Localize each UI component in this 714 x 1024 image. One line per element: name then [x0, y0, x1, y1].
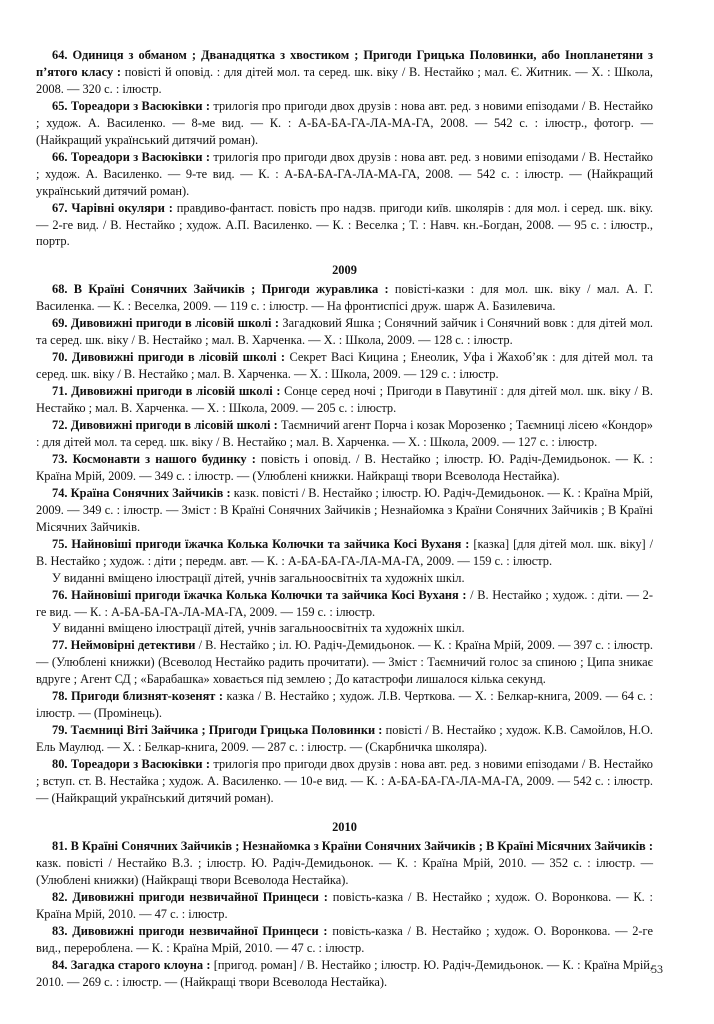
entry-description: трилогія про пригоди двох друзів : нова авт. ред. з новими епізодами / В. Нестайко ; худож. А. Василенко. — 9-те вид. — К. : А-БА-БА-ГА-ЛА-МА-ГА, 2008. — 542 с. : ілюстр. — (Найкращий український дитячий роман).: [36, 149, 653, 198]
entry-title: 79. Таємниці Віті Зайчика ; Пригоди Грицька Половинки :: [52, 723, 383, 738]
entry-note-76: У виданні вміщено ілюстрації дітей, учнів загальноосвітніх та художніх шкіл.: [52, 621, 465, 636]
entry-title: 77. Неймовірні детективи: [52, 638, 196, 653]
entry-title: 80. Тореадори з Васюківки :: [52, 757, 211, 772]
entry-description: трилогія про пригоди двох друзів : нова авт. ред. з новими епізодами / В. Нестайко ; вступ. ст. В. Нестайка ; худож. А. Василенко. — 10-е вид. — К. : А-БА-БА-ГА-ЛА-МА-ГА, 2009. — 542 с. : ілюстр. — (Найкращий український дитячий роман).: [36, 757, 653, 805]
bibliography-entry-75: [36, 536, 653, 570]
entry-description: правдиво-фантаст. повість про надзв. пригоди київ. школярів : для мол. і серед. шк. віку. — 2-ге вид. / В. Нестайко ; худож. А.П. Василенко. — К. : Веселка ; Т. : Навч. кн.-Богдан, 2008. — 95 с. : ілюстр., портр.: [36, 200, 653, 249]
entry-title: 70. Дивовижні пригоди в лісовій школі :: [52, 350, 286, 365]
page-number: 53: [651, 962, 663, 976]
entry-title: 72. Дивовижні пригоди в лісовій школі :: [52, 418, 278, 433]
entry-title: 65. Тореадори з Васюківки :: [52, 98, 211, 113]
bibliography-entry-74: [36, 485, 653, 536]
entry-title: 66. Тореадори з Васюківки :: [52, 149, 211, 164]
bibliography-entry-70: [36, 349, 653, 383]
entry-title: 71. Дивовижні пригоди в лісовій школі :: [52, 384, 281, 399]
entry-title: 83. Дивовижні пригоди незвичайної Принцеси :: [52, 923, 328, 938]
bibliography-entry-78: [36, 688, 653, 722]
bibliography-entry-81: [36, 838, 653, 889]
bibliography-entry-83: [36, 923, 653, 957]
bibliography-entry-76: [36, 587, 653, 621]
entry-description: / В. Нестайко ; худож. : діти. — 2-ге вид. — К. : А-БА-БА-ГА-ЛА-МА-ГА, 2009. — 159 с. : ілюстр.: [36, 587, 654, 619]
bibliography-page: [36, 47, 653, 990]
entry-description: повісті-казки : для мол. шк. віку / мал. А. Г. Василенка. — К. : Веселка, 2009. — 119 с. : ілюстр. — На фронтиспісі друж. шарж А. Базилевича.: [36, 282, 653, 314]
entry-description: трилогія про пригоди двох друзів : нова авт. ред. з новими епізодами / В. Нестайко ; худож. А. Василенко. — 8-ме вид. — К. : А-БА-БА-ГА-ЛА-МА-ГА, 2008. — 542 с. : ілюстр., фотогр. — (Найкращий український дитячий роман).: [36, 98, 653, 147]
entry-description: повісті й оповід. : для дітей мол. та серед. шк. віку / В. Нестайко ; мал. Є. Житник. — Х. : Школа, 2008. — 320 с. : ілюстр.: [36, 64, 653, 96]
bibliography-entry-71: [36, 383, 653, 417]
entry-description: повісті / В. Нестайко ; худож. К.В. Самойлов, Н.О. Ель Маулюд. — Х. : Белкар-книга, 2009. — 287 с. : ілюстр. — (Скарбничка школяра).: [36, 723, 653, 755]
bibliography-entry-82: [36, 889, 653, 923]
entry-title: 69. Дивовижні пригоди в лісовій школі :: [52, 316, 280, 331]
entry-description: [пригод. роман] / В. Нестайко ; ілюстр. Ю. Радіч-Демидьонок. — К. : Країна Мрій, 2010. — 269 с. : ілюстр. — (Найкращі твори Всеволода Нестайка).: [36, 957, 653, 989]
entry-note-75: У виданні вміщено ілюстрації дітей, учнів загальноосвітніх та художніх шкіл.: [52, 570, 465, 585]
bibliography-entry-84: [36, 957, 653, 991]
bibliography-entry-67: [36, 200, 653, 251]
bibliography-entry-68: [36, 281, 653, 315]
entry-description: повість-казка / В. Нестайко ; худож. О. Воронкова. — К. : Країна Мрій, 2010. — 47 с. : ілюстр.: [36, 889, 653, 921]
entry-description: казк. повісті / В. Нестайко ; ілюстр. Ю. Радіч-Демидьонок. — К. : Країна Мрій, 2009. — 349 с. : ілюстр. — Зміст : В Країні Сонячних Зайчиків ; Незнайомка з Країни Сонячних Зайчиків ; В Країні Місячних Зайчиків.: [36, 485, 654, 534]
bibliography-entry-65: [36, 98, 653, 149]
year-heading-2009: 2009: [332, 263, 357, 278]
entry-description: повість і оповід. / В. Нестайко ; ілюстр. Ю. Радіч-Демидьонок. — К. : Країна Мрій, 2009. — 349 с. : ілюстр. — (Улюблені книжки. Найкращі твори Всеволода Нестайка).: [36, 451, 653, 483]
entry-description: казка / В. Нестайко ; худож. Л.В. Черткова. — Х. : Белкар-книга, 2009. — 64 с. : ілюстр. — (Промінець).: [36, 689, 653, 721]
entry-title: 78. Пригоди близнят-козенят :: [52, 689, 224, 704]
entry-description: [казка] [для дітей мол. шк. віку] / В. Нестайко ; худож. : діти ; передм. авт. — К. : А-БА-БА-ГА-ЛА-МА-ГА, 2009. — 159 с. : ілюстр.: [36, 536, 654, 568]
bibliography-entry-73: [36, 451, 653, 485]
entry-title: 68. В Країні Сонячних Зайчиків ; Пригоди журавлика :: [52, 282, 389, 297]
entry-title: 75. Найновіші пригоди їжачка Колька Колючки та зайчика Косі Вуханя :: [52, 536, 470, 551]
entry-description: Сонце серед ночі ; Пригоди в Павутинії : для дітей мол. шк. віку / В. Нестайко ; мал. В. Харченка. — Х. : Школа, 2009. — 205 с. : ілюстр.: [36, 384, 654, 416]
entry-description: казк. повісті / Нестайко В.З. ; ілюстр. Ю. Радіч-Демидьонок. — К. : Країна Мрій, 2010. — 352 с. : ілюстр. — (Улюблені книжки) (Найкращі твори Всеволода Нестайка).: [36, 855, 653, 887]
entry-title: 82. Дивовижні пригоди незвичайної Принцеси :: [52, 889, 328, 904]
bibliography-entry-79: [36, 722, 653, 756]
bibliography-entry-66: [36, 149, 653, 200]
bibliography-entry-77: [36, 637, 653, 688]
entry-description: повість-казка / В. Нестайко ; худож. О. Воронкова. — 2-ге вид., перероблена. — К. : Країна Мрій, 2010. — 47 с. : ілюстр.: [36, 923, 653, 955]
entry-description: / В. Нестайко ; іл. Ю. Радіч-Демидьонок. — К. : Країна Мрій, 2009. — 397 с. : ілюстр. — (Улюблені книжки) (Всеволод Нестайко радить прочитати). — Зміст : Таємничий голос за спиною ; Ципа зникає вдруге ; Агент СД ; «Барабашка» ховається під землею ; До катастрофи лишалося кілька секунд.: [36, 638, 654, 687]
bibliography-entry-69: [36, 315, 653, 349]
entry-description: Секрет Васі Кицина ; Енеолик, Уфа і Жахоб’як : для дітей мол. та серед. шк. віку / В. Нестайко ; мал. В. Харченка. — Х. : Школа, 2009. — 129 с. : ілюстр.: [36, 350, 653, 382]
entry-title: 81. В Країні Сонячних Зайчиків ; Незнайомка з Країни Сонячних Зайчиків ; В Країні Місячних Зайчиків :: [52, 838, 653, 853]
entry-title: 74. Країна Сонячних Зайчиків :: [52, 485, 231, 500]
entry-title: 84. Загадка старого клоуна :: [52, 957, 211, 972]
entry-description: Загадковий Яшка ; Сонячний зайчик і Сонячний вовк : для дітей мол. та серед. шк. віку / В. Нестайко ; мал. В. Харченка. — Х. : Школа, 2009. — 128 с. : ілюстр.: [36, 316, 653, 348]
entry-title: 64. Одиниця з обманом ; Дванадцятка з хвостиком ; Пригоди Грицька Половинки, або Інопланетяни з п’ятого класу :: [36, 48, 653, 79]
entry-description: Таємничий агент Порча і козак Морозенко ; Таємниці лісею «Кондор» : для дітей мол. та серед. шк. віку / В. Нестайко ; мал. В. Харченка. — Х. : Школа, 2009. — 127 с. : ілюстр.: [36, 418, 654, 449]
bibliography-entry-80: [36, 756, 653, 807]
year-heading-2010: 2010: [332, 819, 357, 834]
entry-title: 73. Космонавти з нашого будинку :: [52, 451, 256, 466]
entry-title: 76. Найновіші пригоди їжачка Колька Колючки та зайчика Косі Вуханя :: [52, 587, 467, 602]
bibliography-entry-64: [36, 47, 653, 98]
bibliography-entry-72: [36, 417, 653, 451]
entry-title: 67. Чарівні окуляри :: [52, 200, 173, 215]
